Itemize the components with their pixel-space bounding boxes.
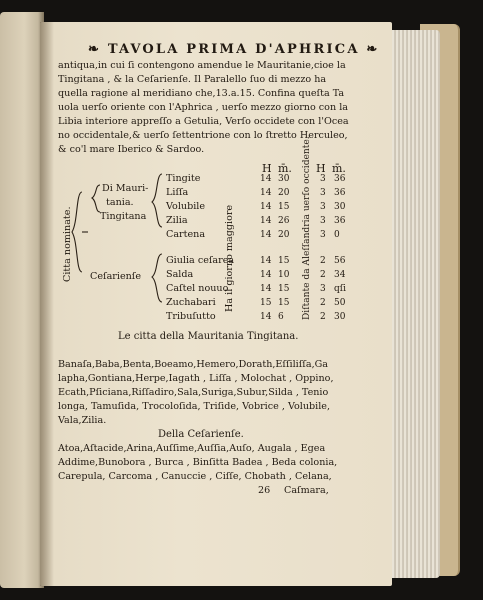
section1-title: Le citta della Mauritania Tingitana. <box>118 331 299 342</box>
city-name: Volubile <box>166 201 206 212</box>
city-minutes: 6 <box>278 312 284 322</box>
region1-brace <box>92 185 100 212</box>
city-minutes: 30 <box>278 174 290 184</box>
region2-label: Ceſarienſe <box>90 271 142 282</box>
col-head-h2: H <box>316 162 326 175</box>
city-name: Liſſa <box>166 187 189 198</box>
intro-line: Tingitana , & la Ceſarienſe. Il Paralello ſuo di mezzo ha <box>58 74 327 85</box>
city-name: Giulia ceſarea <box>166 255 235 266</box>
city-minutes: 15 <box>278 256 290 266</box>
section1-line: Vala,Zilia. <box>58 415 107 426</box>
city-distance-hours: 3 <box>320 230 326 240</box>
city-distance-hours: 3 <box>320 202 326 212</box>
vertical-label-left: Ha il giorno maggiore <box>224 204 235 312</box>
city-name: Tingite <box>166 173 201 184</box>
city-distance-hours: 3 <box>320 216 326 226</box>
city-distance-minutes: qſi <box>334 284 346 294</box>
city-minutes: 15 <box>278 202 290 212</box>
city-distance-hours: 2 <box>320 256 326 266</box>
city-minutes: 26 <box>278 216 290 226</box>
city-minutes: 20 <box>278 188 290 198</box>
city-distance-minutes: 0 <box>334 230 340 240</box>
gutter-shadow <box>40 22 54 586</box>
cesariense-brace <box>152 254 162 302</box>
city-distance-hours: 3 <box>320 188 326 198</box>
book-page <box>40 22 392 586</box>
city-name: Zuchabari <box>166 297 216 308</box>
city-hours: 14 <box>260 230 272 240</box>
intro-line: & co'l mare Iberico & Sardoo. <box>58 144 205 155</box>
city-hours: 14 <box>260 270 272 280</box>
city-hours: 14 <box>260 202 272 212</box>
section2-line: Atoa,Aſtacide,Arina,Auſſime,Auſſia,Auſo, Augala , Egea <box>58 443 326 454</box>
city-distance-hours: 3 <box>320 284 326 294</box>
city-name: Caſtel nouuo <box>166 283 229 294</box>
intro-line: quella ragione al meridiano che,13.a.15. Confina queſta Ta <box>58 88 345 99</box>
left-page-edge <box>0 12 44 588</box>
group-label: Citta nominate. <box>62 206 73 282</box>
intro-line: antiqua,in cui ſi contengono amendue le Mauritanie,cioe la <box>58 60 346 71</box>
city-distance-minutes: 34 <box>334 270 346 280</box>
city-minutes: 20 <box>278 230 290 240</box>
page-stack-edge <box>388 30 440 578</box>
intro-line: uola uerſo oriente con l'Aphrica , uerſo mezzo giorno con la <box>58 102 348 113</box>
city-distance-hours: 2 <box>320 270 326 280</box>
city-distance-minutes: 36 <box>334 216 346 226</box>
outer-brace <box>72 192 82 272</box>
city-distance-hours: 2 <box>320 312 326 322</box>
region1-line3: Tingitana <box>100 211 147 222</box>
city-distance-minutes: 30 <box>334 312 346 322</box>
col-head-m1: m̄. <box>278 162 292 175</box>
section1-line: Banaſa,Baba,Benta,Boeamo,Hemero,Dorath,Eſſiliſſa,Ga <box>58 359 328 370</box>
city-hours: 14 <box>260 312 272 322</box>
city-name: Salda <box>166 269 194 280</box>
intro-line: no occidentale,& uerſo ſettentrione con lo ſtretto Herculeo, <box>58 130 348 141</box>
city-hours: 14 <box>260 256 272 266</box>
city-name: Tribuſutto <box>166 311 216 322</box>
section1-line: lapha,Gontiana,Herpe,Iagath , Liſſa , Molochat , Oppino, <box>58 373 334 384</box>
city-name: Zilia <box>166 215 188 226</box>
catchword: Caſmara, <box>284 485 329 496</box>
section1-line: longa, Tamuſida, Trocoloſida, Triſide, Vobrice , Volubile, <box>58 401 331 412</box>
city-hours: 14 <box>260 284 272 294</box>
section2-line: Addime,Bunobora , Burca , Binſitta Badea , Beda colonia, <box>58 457 338 468</box>
city-distance-minutes: 36 <box>334 188 346 198</box>
col-head-m2: m̄. <box>332 162 346 175</box>
tingitana-brace <box>152 174 162 227</box>
city-hours: 14 <box>260 174 272 184</box>
page-number: 26 <box>258 485 271 496</box>
city-distance-hours: 2 <box>320 298 326 308</box>
city-distance-minutes: 50 <box>334 298 346 308</box>
region1-line1: Di Mauri- <box>102 183 149 194</box>
section1-line: Ecath,Pſiciana,Riſſadiro,Sala,Suriga,Subur,Silda , Tenio <box>58 387 329 398</box>
city-hours: 14 <box>260 188 272 198</box>
city-distance-hours: 3 <box>320 174 326 184</box>
city-hours: 14 <box>260 216 272 226</box>
city-distance-minutes: 30 <box>334 202 346 212</box>
section2-line: Carepula, Carcoma , Canuccie , Ciſſe, Chobath , Celana, <box>58 471 332 482</box>
vertical-label-right: Diſtante da Aleſſandria uerſo occidente. <box>302 136 312 320</box>
section2-title: Della Ceſarienſe. <box>158 429 244 440</box>
col-head-h1: H <box>262 162 272 175</box>
city-distance-minutes: 56 <box>334 256 346 266</box>
page-title: ❧ TAVOLA PRIMA D'APHRICA ❧ <box>88 42 380 57</box>
region1-line2: tania. <box>106 197 134 208</box>
city-distance-minutes: 36 <box>334 174 346 184</box>
city-minutes: 10 <box>278 270 290 280</box>
intro-line: Libia interiore appreſſo a Getulia, Verſo occidete con l'Ocea <box>58 116 349 127</box>
city-minutes: 15 <box>278 298 290 308</box>
city-minutes: 15 <box>278 284 290 294</box>
city-name: Cartena <box>166 229 206 240</box>
city-hours: 15 <box>260 298 272 308</box>
